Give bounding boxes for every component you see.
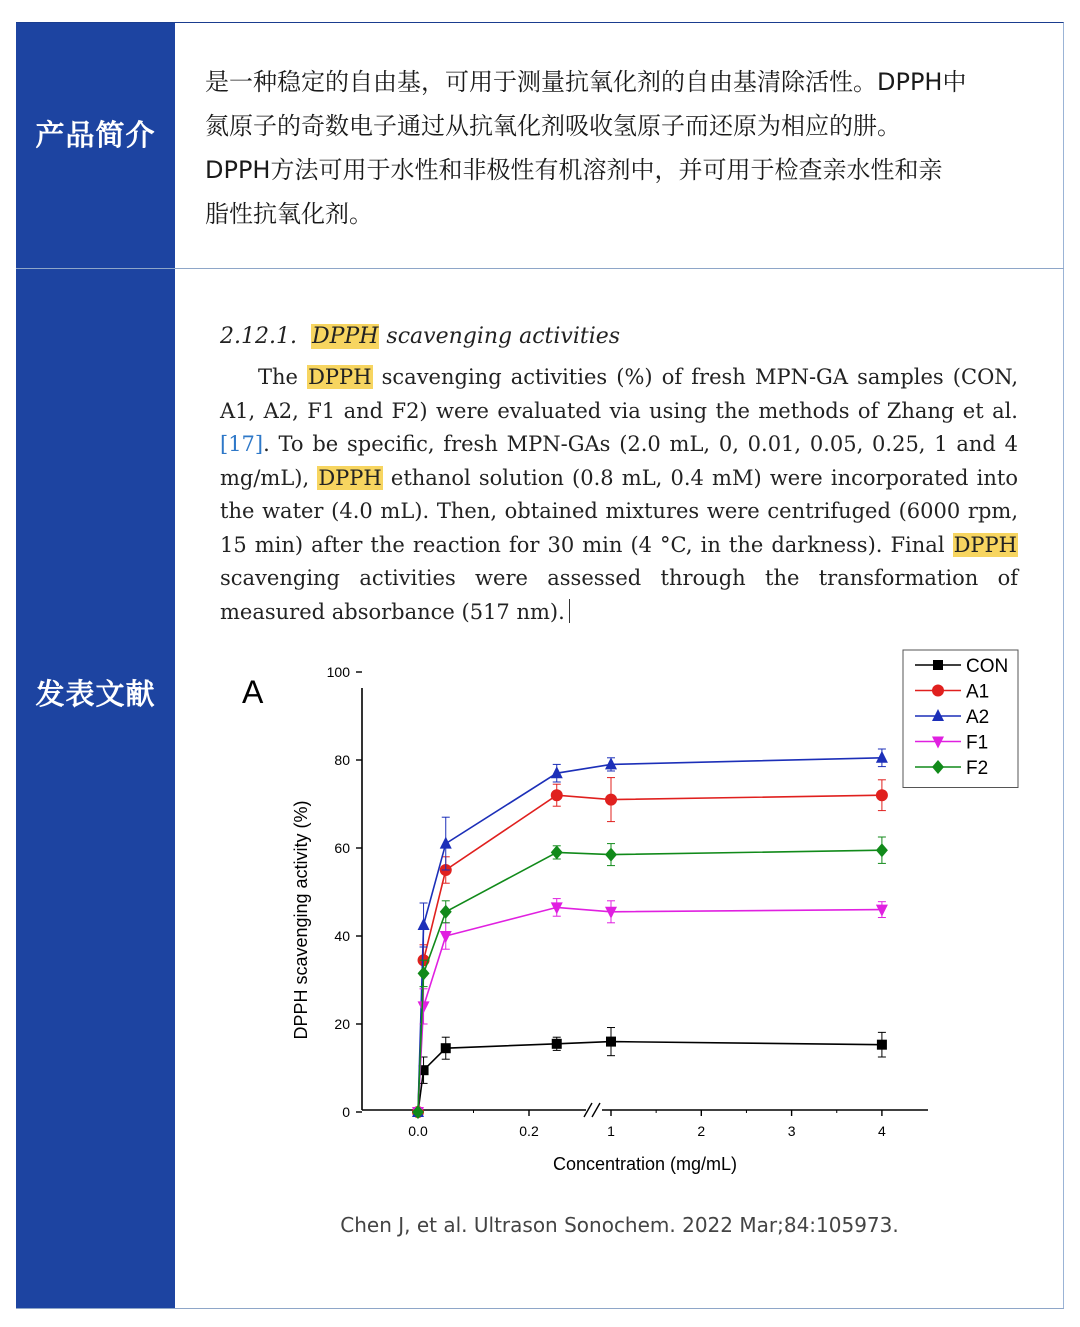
series-line-a2 (418, 758, 882, 1112)
legend-label: F2 (966, 758, 989, 779)
data-point-a2 (605, 757, 617, 769)
body-text: scavenging activities (%) of fresh MPN-GA samples (CON, A1, A2, F1 and F2) were evaluated via using the methods of Zhang et al. (220, 365, 1018, 423)
paper-excerpt (220, 324, 1018, 629)
section-title: scavenging activities (386, 324, 621, 349)
dpph-chart (220, 640, 1040, 1185)
series-line-f1 (418, 907, 882, 1112)
y-tick-label: 60 (334, 840, 350, 856)
data-point-a1 (876, 789, 888, 801)
y-tick-label: 100 (326, 664, 350, 680)
data-point-f1 (418, 1001, 430, 1013)
body-text: scavenging activities were assessed through the transformation of measured absorbance (517 nm). (220, 566, 1018, 624)
row-divider (16, 268, 1064, 269)
highlight: DPPH (318, 465, 382, 490)
legend-marker (933, 660, 943, 670)
y-tick-label: 40 (334, 928, 350, 944)
highlight: DPPH (953, 532, 1017, 557)
section-number: 2.12.1. (220, 324, 297, 349)
x-tick-label: 4 (878, 1123, 886, 1139)
panel-label: A (242, 674, 264, 710)
data-point-f2 (876, 843, 888, 857)
body-text: ethanol solution (0.8 mL, 0.4 mM) were incorporated into the water (4.0 mL). Then, obtained mixtures were centrifuged (6000 rpm, 15 min) after the reaction for 30 min (4 °C, in the darkness). Final (220, 465, 1018, 557)
legend-label: F1 (966, 732, 989, 754)
citation-source: Chen J, et al. Ultrason Sonochem. 2022 Mar;84:105973. (340, 1213, 899, 1237)
data-point-f2 (551, 845, 563, 859)
legend-marker (932, 685, 944, 697)
text-cursor (569, 599, 570, 623)
x-tick-label: 0.0 (408, 1123, 428, 1139)
series-line-a1 (418, 795, 882, 1112)
highlight: DPPH (308, 365, 372, 389)
section-heading (220, 324, 1018, 349)
legend-label: A2 (966, 707, 990, 728)
y-tick-label: 0 (342, 1104, 350, 1120)
intro-line: 氮原子的奇数电子通过从抗氧化剂吸收氢原子而还原为相应的肼。 (205, 112, 901, 140)
data-point-f1 (605, 907, 617, 919)
intro-line: 是一种稳定的自由基，可用于测量抗氧化剂的自由基清除活性。DPPH中 (205, 68, 967, 96)
legend-label: CON (966, 656, 1009, 677)
intro-text (205, 60, 1045, 236)
y-tick-label: 80 (334, 752, 350, 768)
data-point-con (877, 1040, 887, 1050)
citation-link[interactable]: [17] (220, 432, 264, 456)
highlight: DPPH (311, 324, 379, 349)
data-point-f1 (440, 931, 452, 943)
legend-label: A1 (966, 681, 990, 703)
data-point-con (441, 1043, 451, 1053)
data-point-f2 (440, 905, 452, 919)
data-point-a1 (605, 794, 617, 806)
row-label-intro: 产品简介 (35, 118, 156, 152)
intro-line: DPPH方法可用于水性和非极性有机溶剂中，并可用于检查亲水性和亲 (205, 156, 943, 184)
y-axis-title: DPPH scavenging activity (%) (291, 800, 311, 1040)
data-point-a2 (876, 751, 888, 763)
x-axis-title: Concentration (mg/mL) (552, 1154, 738, 1174)
data-point-a2 (440, 837, 452, 849)
data-point-con (552, 1039, 562, 1049)
data-point-f2 (418, 966, 430, 980)
series-line-f2 (418, 850, 882, 1112)
x-tick-label: 0.2 (519, 1123, 539, 1139)
data-point-f2 (605, 848, 617, 862)
x-tick-label: 3 (787, 1123, 796, 1139)
x-tick-label: 2 (697, 1123, 706, 1139)
axis-break-mark (592, 1103, 600, 1117)
row-label-publication: 发表文献 (35, 677, 156, 711)
body-text: The (258, 365, 308, 389)
bottom-divider (16, 1308, 1064, 1309)
data-point-con (606, 1037, 616, 1047)
intro-line: 脂性抗氧化剂。 (205, 200, 373, 228)
data-point-a1 (551, 789, 563, 801)
x-tick-label: 1 (607, 1123, 615, 1139)
data-point-f1 (876, 905, 888, 917)
data-point-a2 (418, 918, 430, 930)
y-tick-label: 20 (334, 1016, 350, 1032)
section-body (220, 361, 1018, 629)
series-line-con (418, 1042, 882, 1112)
body-text: . To be specific, fresh MPN-GAs (2.0 mL, 0, 0.01, 0.05, 0.25, 1 and 4 mg/mL), (220, 432, 1018, 490)
